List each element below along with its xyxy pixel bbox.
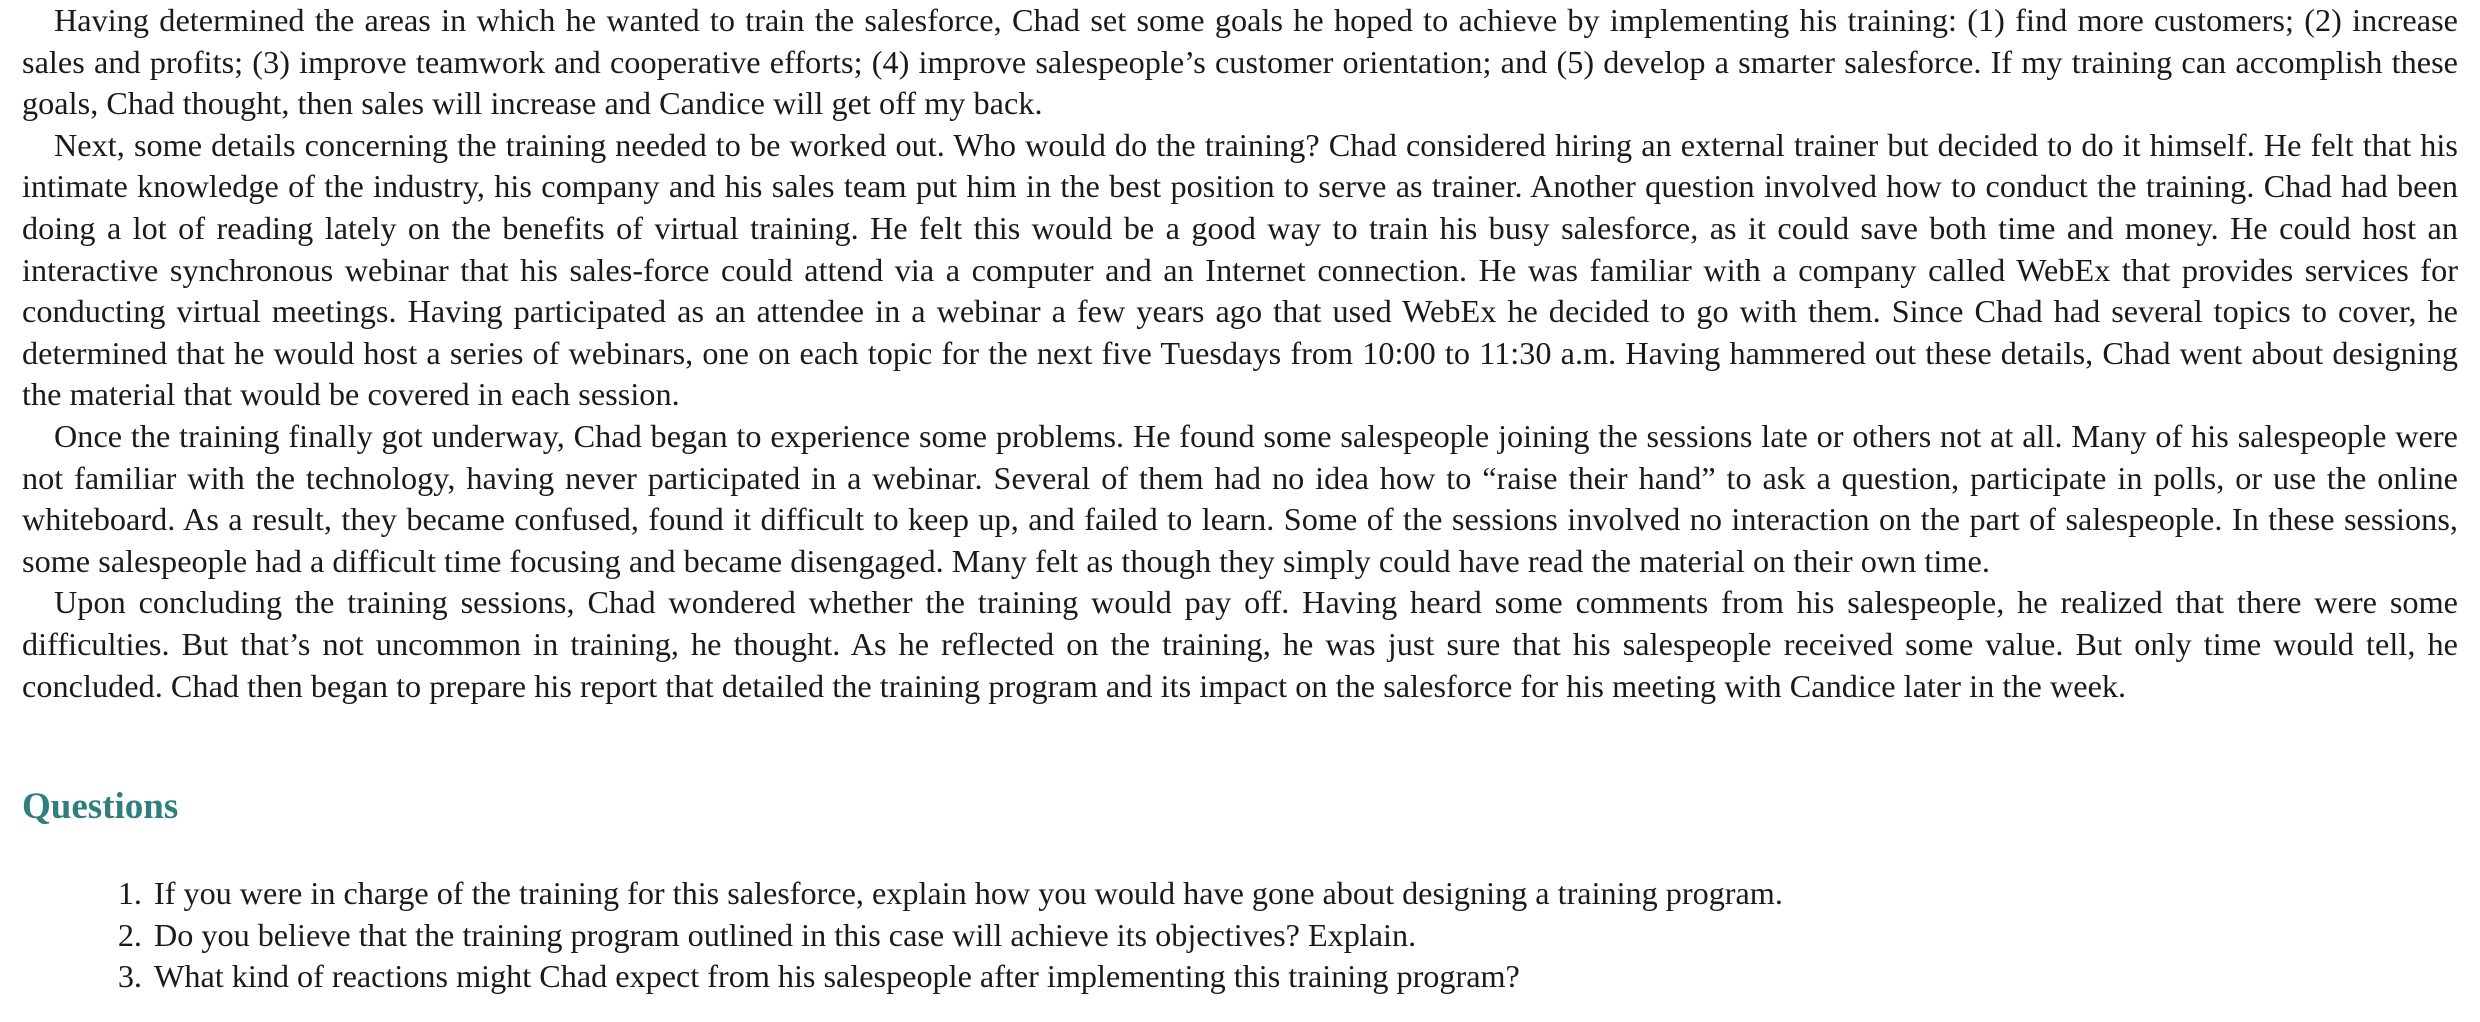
question-item-2: 2. Do you believe that the training program outlined in this case will achieve its objectives? Explain. <box>150 915 2458 957</box>
questions-heading: Questions <box>22 786 179 828</box>
case-paragraph-problems: Once the training finally got underway, Chad began to experience some problems. He found some salespeople joining the sessions late or others not at all. Many of his salespeople were not familiar with the technology, having never participated in a webinar. Several of them had no idea how to “raise their hand” to ask a question, participate in polls, or use the online whiteboard. As a result, they became confused, found it difficult to keep up, and failed to learn. Some of the sessions involved no interaction on the part of salespeople. In these sessions, some salespeople had a difficult time focusing and became disengaged. Many felt as though they simply could have read the material on their own time. <box>22 417 2458 579</box>
case-paragraph-details: Next, some details concerning the training needed to be worked out. Who would do the training? Chad considered hiring an external trainer but decided to do it himself. He felt that his intimate knowledge of the industry, his company and his sales team put him in the best position to serve as trainer. Another question involved how to conduct the training. Chad had been doing a lot of reading lately on the benefits of virtual training. He felt this would be a good way to train his busy salesforce, as it could save both time and money. He could host an interactive synchronous webinar that his sales-force could attend via a computer and an Internet connection. He was familiar with a company called WebEx that provides services for conducting virtual meetings. Having participated as an attendee in a webinar a few years ago that used WebEx he decided to go with them. Since Chad had several topics to cover, he determined that he would host a series of webinars, one on each topic for the next five Tuesdays from 10:00 to 11:30 a.m. Having hammered out these details, Chad went about designing the material that would be covered in each session. <box>22 126 2458 413</box>
case-paragraph-goals: Having determined the areas in which he wanted to train the salesforce, Chad set some goals he hoped to achieve by implementing his training: (1) find more customers; (2) increase sales and profits; (3) improve teamwork and cooperative efforts; (4) improve salespeople’s customer orientation; and (5) develop a smarter salesforce. If my training can accomplish these goals, Chad thought, then sales will increase and Candice will get off my back. <box>22 2 2458 122</box>
document-page <box>22 0 2458 998</box>
question-item-1: 1. If you were in charge of the training for this salesforce, explain how you would have gone about designing a training program. <box>150 873 2458 915</box>
question-item-3: 3. What kind of reactions might Chad expect from his salespeople after implementing this training program? <box>150 956 2458 998</box>
case-paragraph-conclusion: Upon concluding the training sessions, Chad wondered whether the training would pay off. Having heard some comments from his salespeople, he realized that there were some difficulties. But that’s not uncommon in training, he thought. As he reflected on the training, he was just sure that his salespeople received some value. But only time would tell, he concluded. Chad then began to prepare his report that detailed the training program and its impact on the salesforce for his meeting with Candice later in the week. <box>22 584 2458 704</box>
questions-list <box>22 873 2458 998</box>
